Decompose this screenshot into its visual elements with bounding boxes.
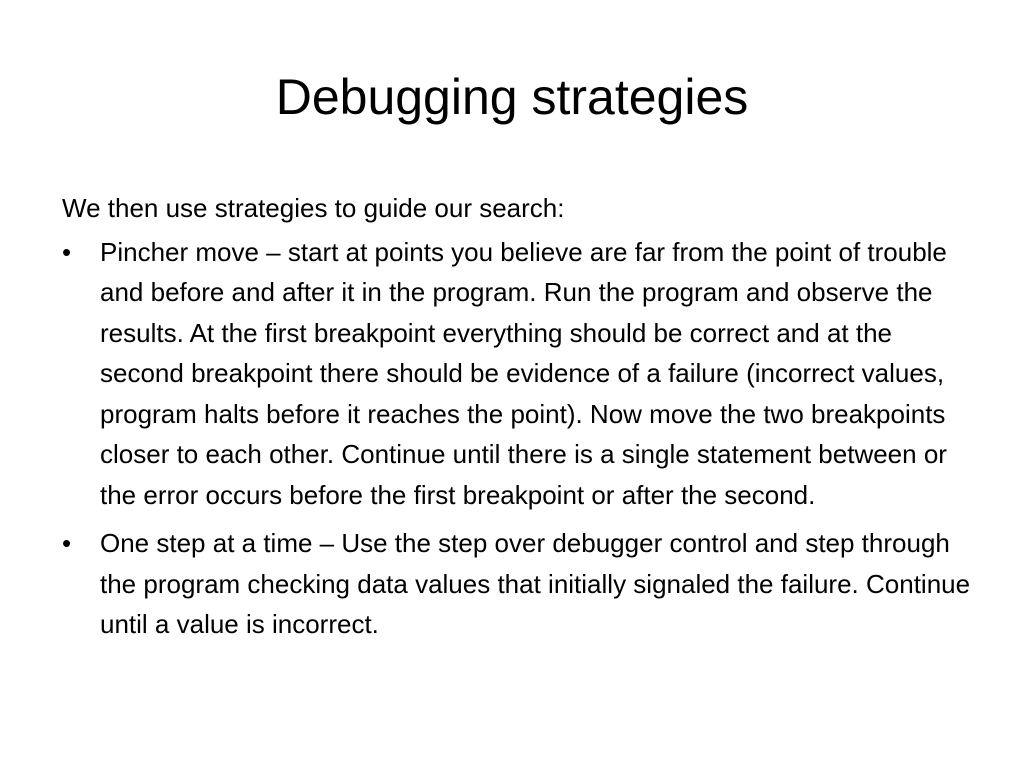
slide-title: Debugging strategies [275,69,749,125]
bullet-text: One step at a time – Use the step over debugger control and step through the program checking data values that initially signaled the failure. Continue until a value is incorrect. [100,528,971,639]
bullet-dot-icon: • [62,236,72,267]
bullet-item-one-step-at-a-time [62,523,972,645]
bullet-dot-icon: • [62,528,72,558]
slide-body [62,188,972,653]
bullet-item-pincher-move [62,232,972,516]
bullet-list [62,232,972,645]
bullet-text: Pincher move – start at points you believe are far from the point of trouble and before and after it in the program. Run the program and observe the results. At the first breakpoint everything should be correct and at the second breakpoint there should be evidence of a failure (incorrect values, program halts before it reaches the point). Now move the two breakpoints closer to each other. Continue until there is a single statement between or the error occurs before the first breakpoint or after the second. [100,236,947,510]
intro-text: We then use strategies to guide our search: [62,193,565,223]
